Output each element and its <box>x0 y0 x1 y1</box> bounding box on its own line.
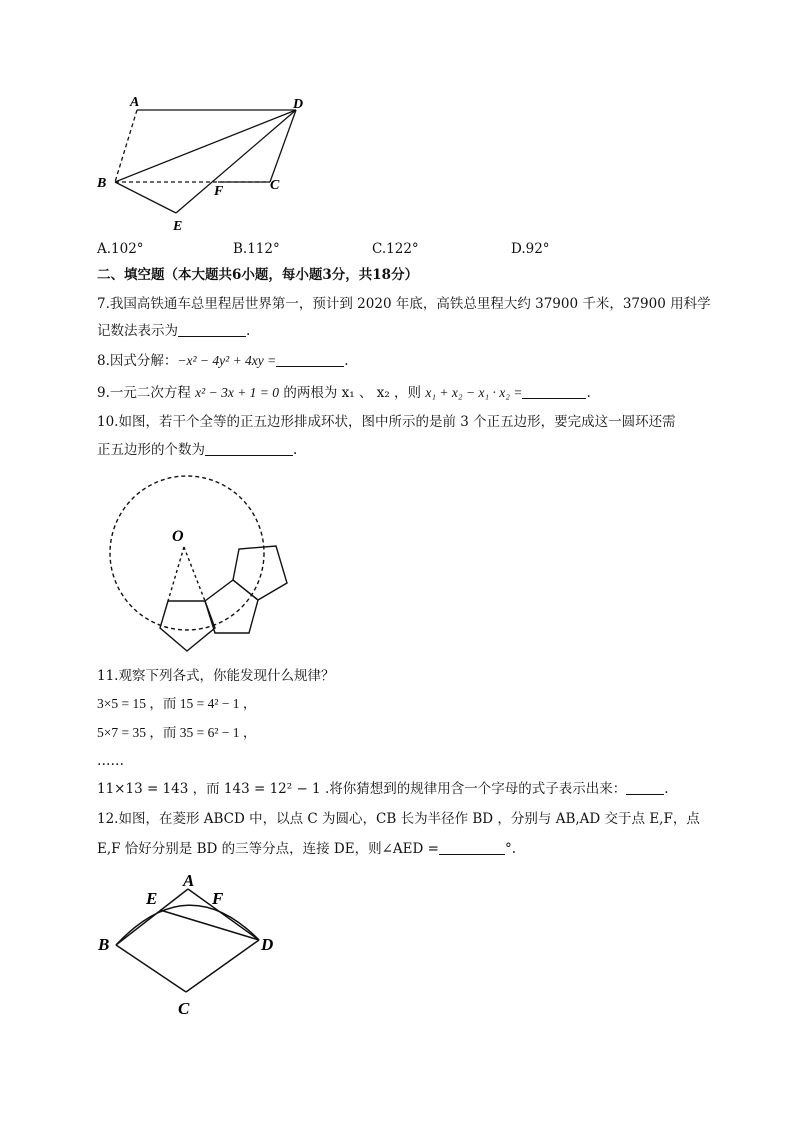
label-d: D <box>293 97 304 112</box>
q8-expr: −x² − 4y² + 4xy = <box>177 353 277 368</box>
label-a: A <box>183 871 195 890</box>
q12-text: E,F 恰好分别是 BD 的三等分点，连接 DE，则∠AED = <box>97 841 439 857</box>
q8-end: . <box>344 353 349 369</box>
segment-ad <box>188 889 259 940</box>
option-d: D.92° <box>511 241 550 257</box>
q9-eq: x² − 3x + 1 = 0 <box>195 385 280 400</box>
label-b: B <box>98 935 110 954</box>
label-c: C <box>270 178 280 193</box>
section-heading: 二、填空题（本大题共6小题，每小题3分，共18分） <box>97 267 419 283</box>
q9-prefix: 9.一元二次方程 <box>97 385 196 401</box>
q11-end: . <box>664 781 669 797</box>
label-o: O <box>172 528 184 545</box>
label-d: D <box>261 935 274 954</box>
q11-heading: 11.观察下列各式，你能发现什么规律？ <box>97 668 335 684</box>
q9-mid: 的两根为 x₁ 、 x₂ ，则 <box>279 385 426 401</box>
option-a: A.102° <box>97 241 144 257</box>
label-f: F <box>212 889 224 908</box>
label-a: A <box>130 95 140 110</box>
label-c: C <box>178 999 190 1018</box>
q12-end: °. <box>504 841 516 857</box>
q12-line1: 12.如图，在菱形 ABCD 中，以点 C 为圆心，CB 长为半径作 BD ，分别与 AB,AD 交于点 E,F，点 <box>97 811 700 827</box>
q10-line1: 10.如图，若干个全等的正五边形排成环状，图中所示的是前 3 个正五边形，要完成这一圆环还需 <box>97 414 676 430</box>
q7-line1: 7.我国高铁通车总里程居世界第一，预计到 2020 年底，高铁总里程大约 37900 千米，37900 用科学 <box>97 296 711 312</box>
q9-end: . <box>586 385 591 401</box>
q7-end: . <box>246 323 251 339</box>
q8-prefix: 8.因式分解： <box>97 353 178 369</box>
q11-row3: …… <box>97 753 124 769</box>
q11-row1: 3×5 = 15 ，而 15 = 4² − 1 ， <box>97 696 257 711</box>
q9-expr: x₁ + x₂ − x₁ · x₂ = <box>425 385 523 400</box>
option-c: C.122° <box>372 241 419 257</box>
segment-bc <box>116 945 186 992</box>
q7-text: 记数法表示为 <box>97 323 178 339</box>
option-b: B.112° <box>233 241 280 257</box>
segment-dc <box>186 940 259 992</box>
q10-text: 正五边形的个数为 <box>97 442 205 458</box>
label-f: F <box>214 184 224 199</box>
segment-de <box>160 910 259 940</box>
q11-row2: 5×7 = 35 ，而 35 = 6² − 1 ， <box>97 725 257 740</box>
label-e: E <box>146 889 158 908</box>
q11-row4-text: 11×13 = 143 ，而 143 = 12² − 1 .将你猜想到的规律用含一个字母的式子表示出来： <box>97 781 627 797</box>
q10-end: . <box>293 442 298 458</box>
label-e: E <box>173 219 183 234</box>
label-b: B <box>97 176 107 191</box>
